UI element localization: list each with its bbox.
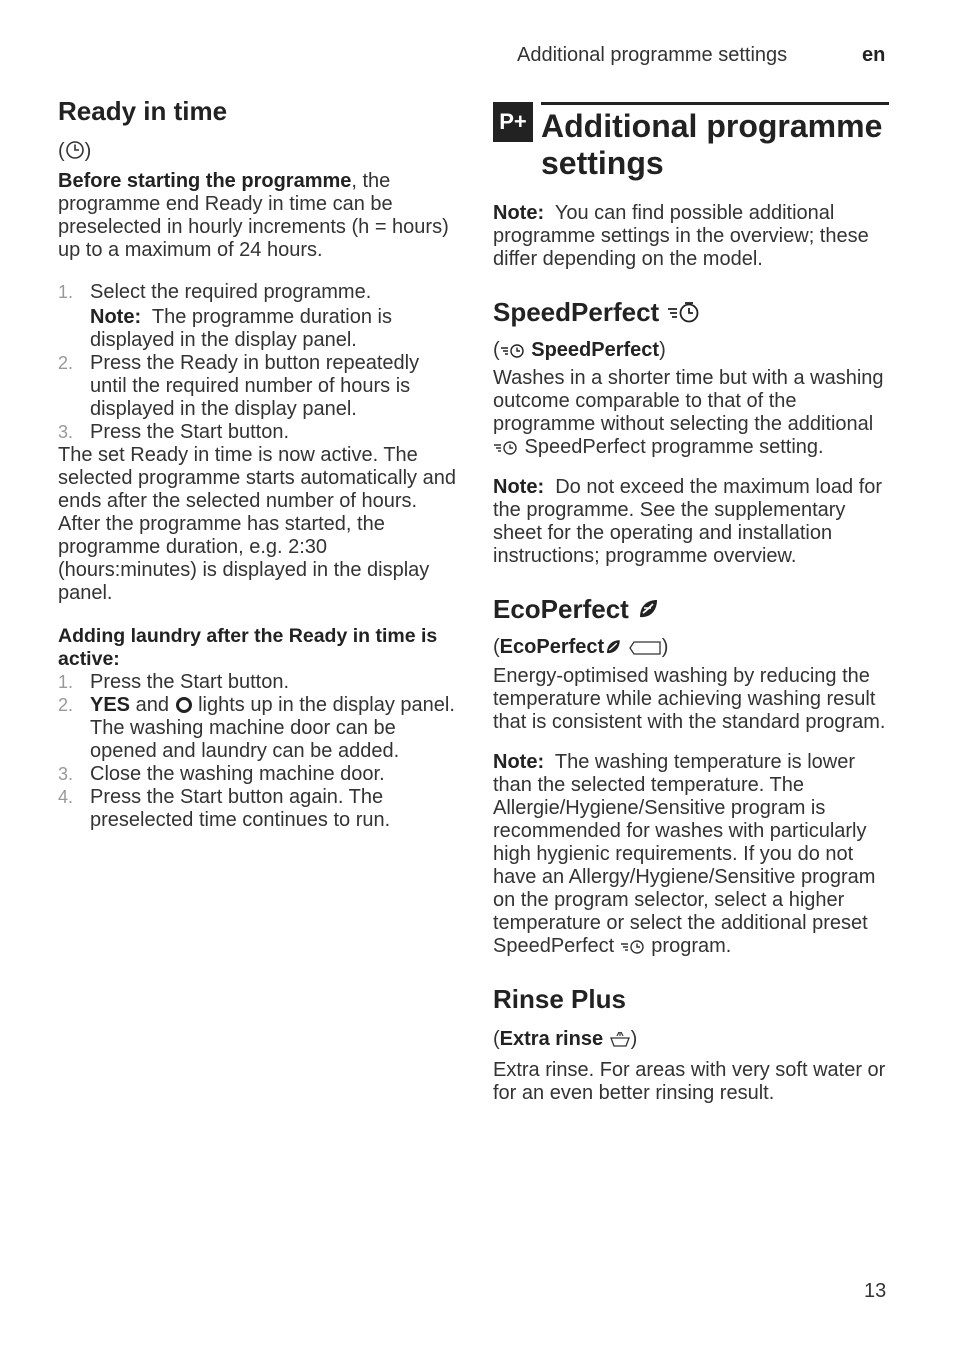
ecoperfect-description: Energy-optimised washing by reducing the temperature while achieving washing result that is consistent with the standard program. — [493, 665, 886, 733]
ecoperfect-heading: EcoPerfect — [493, 592, 889, 626]
rinse-plus-heading: Rinse Plus — [493, 984, 626, 1014]
ready-in-time-symbol: ( ) — [58, 140, 92, 162]
speedperfect-icon — [620, 937, 646, 955]
speedperfect-icon — [666, 300, 702, 324]
page-number: 13 — [864, 1280, 887, 1302]
step-note: Note: The programme duration is displayed in the display panel. — [90, 306, 392, 351]
rinse-basin-icon — [609, 1030, 631, 1048]
list-item: 3. Press the Start button. — [58, 421, 289, 443]
speedperfect-icon — [493, 438, 519, 456]
program-button-icon — [628, 640, 662, 656]
speedperfect-description: Washes in a shorter time but with a washing outcome comparable to that of the programme without selecting the additional SpeedPerfect programme setting. — [493, 367, 884, 458]
ready-after-text-1: The set Ready in time is now active. The selected programme starts automatically and ends after the selected number of hours. — [58, 444, 456, 512]
left-column — [58, 94, 458, 832]
list-item: 4. Press the Start button again. The preselected time continues to run. — [58, 786, 391, 831]
page-header — [0, 44, 954, 72]
clock-icon — [65, 140, 85, 160]
list-item: 2. YES and lights up in the display panel. The washing machine door can be opened and laundry can be added. — [58, 694, 455, 762]
additional-settings-section-header — [493, 102, 889, 182]
door-ring-icon — [175, 696, 193, 714]
rinse-plus-paren: (Extra rinse ) — [493, 1028, 638, 1050]
eco-leaf-icon — [636, 597, 660, 621]
header-title: Additional programme settings — [517, 44, 788, 66]
list-item: 1. Press the Start button. — [58, 671, 289, 693]
additional-settings-heading: Additional programme settings — [541, 108, 883, 181]
adding-laundry-heading: Adding laundry after the Ready in time is active: — [58, 625, 438, 670]
ready-in-time-intro — [58, 170, 458, 262]
ready-in-time-heading: Ready in time — [58, 96, 228, 126]
header-language: en — [862, 44, 886, 66]
rinse-plus-description: Extra rinse. For areas with very soft water or for an even better rinsing result. — [493, 1059, 886, 1104]
adding-steps-list — [58, 671, 458, 832]
list-item: 3. Close the washing machine door. — [58, 763, 385, 785]
speedperfect-icon — [500, 341, 526, 359]
ecoperfect-paren: (EcoPerfect ) — [493, 636, 669, 658]
intro-bold: Before starting the programme — [58, 170, 352, 192]
list-item: 1. Select the required programme. Note: The programme duration is displayed in the display panel. — [58, 281, 458, 352]
ready-steps-list — [58, 281, 458, 444]
heading-rule — [541, 102, 889, 105]
p-plus-badge-icon: P+ — [493, 102, 533, 142]
speedperfect-paren: ( SpeedPerfect) — [493, 339, 666, 361]
ecoperfect-note: Note: The washing temperature is lower than the selected temperature. The Allergie/Hygiene/Sensitive program is recommended for washes with particularly high hygienic requirements. If you do not have an Allergy/Hygiene/Sensitive program on the program selector, select a higher temperature or select the additional preset SpeedPerfect program. — [493, 751, 876, 957]
ready-after-text-2: After the programme has started, the programme duration, e.g. 2:30 (hours:minutes) is displayed in the display panel. — [58, 513, 430, 604]
list-item: 2. Press the Ready in button repeatedly until the required number of hours is displayed in the display panel. — [58, 352, 420, 420]
right-column — [493, 102, 889, 1105]
speedperfect-heading: SpeedPerfect — [493, 295, 889, 329]
intro-rest: , the programme end Ready in time can be preselected in hourly increments (h = hours) up to a maximum of 24 hours. — [58, 170, 449, 261]
speedperfect-note: Note: Do not exceed the maximum load for the programme. See the supplementary sheet for the operating and installation instructions; programme overview. — [493, 476, 883, 567]
eco-leaf-icon — [604, 638, 622, 656]
additional-settings-note: Note: You can find possible additional programme settings in the overview; these differ depending on the model. — [493, 202, 869, 270]
